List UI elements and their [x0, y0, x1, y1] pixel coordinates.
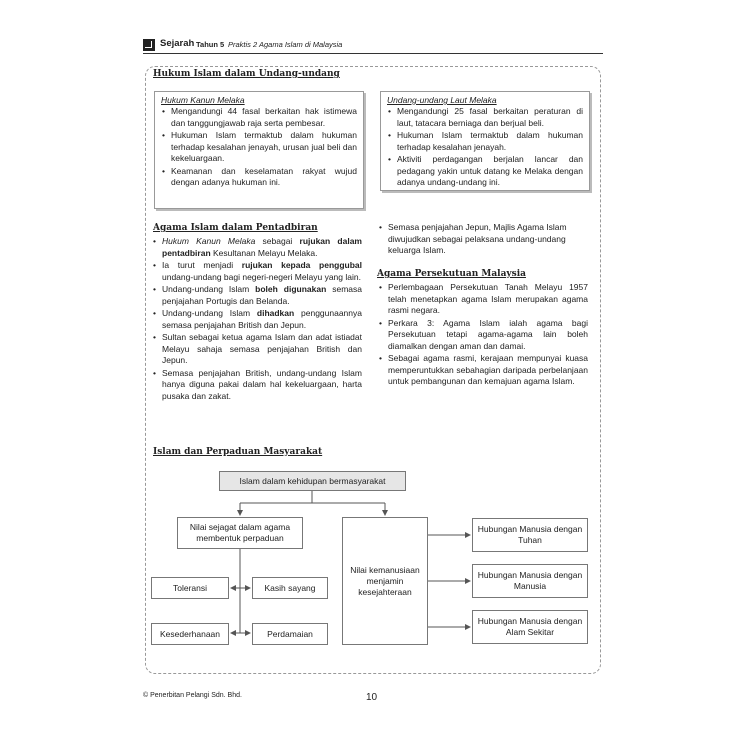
list-item: • Sebagai agama rasmi, kerajaan mempunyai kuasa memperuntukkan sebahagian daripada perbelanjaan untuk pembangunan dan kemajuan agama Islam.: [388, 353, 588, 388]
section-heading-hukum-islam: Hukum Islam dalam Undang-undang: [153, 69, 340, 79]
diagram-perdamaian-box: Perdamaian: [252, 623, 328, 645]
header-subject: Sejarah: [160, 38, 195, 49]
footer-publisher: © Penerbitan Pelangi Sdn. Bhd.: [143, 692, 242, 699]
diagram-hubungan-alam-box: Hubungan Manusia dengan Alam Sekitar: [472, 610, 588, 644]
section-heading-perpaduan: Islam dan Perpaduan Masyarakat: [153, 447, 323, 457]
box-title: Hukum Kanun Melaka: [161, 95, 245, 105]
list-item: • Hukuman Islam termaktub dalam hukuman terhadap kesalahan jenayah, urusan jual beli dan kekeluargaan.: [171, 130, 357, 165]
diagram-hubungan-tuhan-box: Hubungan Manusia dengan Tuhan: [472, 518, 588, 552]
list-item: • Semasa penjajahan Jepun, Majlis Agama Islam diwujudkan sebagai pelaksana undang-undang keluarga Islam.: [388, 222, 588, 257]
list-item: • Mengandungi 44 fasal berkaitan hak istimewa dan tanggungjawab raja serta pembesar.: [171, 106, 357, 129]
list-item: • Perlembagaan Persekutuan Tanah Melayu 1957 telah menetapkan agama Islam merupakan agama rasmi negara.: [388, 282, 588, 317]
page-number: 10: [366, 692, 378, 703]
diagram-kesederhanaan-box: Kesederhanaan: [151, 623, 229, 645]
list-item: • Undang-undang Islam boleh digunakan semasa penjajahan Portugis dan Belanda.: [162, 284, 362, 307]
header-year: Tahun 5: [196, 40, 225, 49]
list-item: • Ia turut menjadi rujukan kepada penggubal undang-undang bagi negeri-negeri Melayu yang lain.: [162, 260, 362, 283]
list-item: • Undang-undang Islam dihadkan penggunaannya semasa penjajahan British dan Jepun.: [162, 308, 362, 331]
box-title: Undang-undang Laut Melaka: [387, 95, 497, 105]
list-item: • Mengandungi 25 fasal berkaitan peraturan di laut, tatacara berniaga dan berjual beli.: [397, 106, 583, 129]
list-item: • Sultan sebagai ketua agama Islam dan adat istiadat Melayu sahaja semasa penjajahan British dan Jepun.: [162, 332, 362, 367]
section-heading-agama-persekutuan: Agama Persekutuan Malaysia: [377, 269, 526, 279]
list-item: • Hukuman Islam termaktub dalam hukuman terhadap kesalahan jenayah.: [397, 130, 583, 153]
diagram-nilai-sejagat-box: Nilai sejagat dalam agama membentuk perpaduan: [177, 517, 303, 549]
diagram-toleransi-box: Toleransi: [151, 577, 229, 599]
header-topic: Praktis 2 Agama Islam di Malaysia: [228, 40, 343, 49]
diagram-top-box: Islam dalam kehidupan bermasyarakat: [219, 471, 406, 491]
section-heading-pentadbiran: Agama Islam dalam Pentadbiran: [153, 223, 318, 233]
list-item: • Hukum Kanun Melaka sebagai rujukan dalam pentadbiran Kesultanan Melayu Melaka.: [162, 236, 362, 259]
diagram-nilai-kemanusiaan-box: Nilai kemanusiaan menjamin kesejahteraan: [342, 517, 428, 645]
list-item: • Semasa penjajahan British, undang-undang Islam hanya diguna pakai dalam hal kekeluargaan, harta pusaka dan zakat.: [162, 368, 362, 403]
diagram-hubungan-manusia-box: Hubungan Manusia dengan Manusia: [472, 564, 588, 598]
list-item: • Perkara 3: Agama Islam ialah agama bagi Persekutuan tetapi agama-agama lain boleh diamalkan dengan aman dan damai.: [388, 318, 588, 353]
list-item: • Keamanan dan keselamatan rakyat wujud dengan adanya hukuman ini.: [171, 166, 357, 189]
list-item: • Aktiviti perdagangan berjalan lancar dan pedagang yakin untuk datang ke Melaka dengan adanya undang-undang ini.: [397, 154, 583, 189]
diagram-kasih-sayang-box: Kasih sayang: [252, 577, 328, 599]
